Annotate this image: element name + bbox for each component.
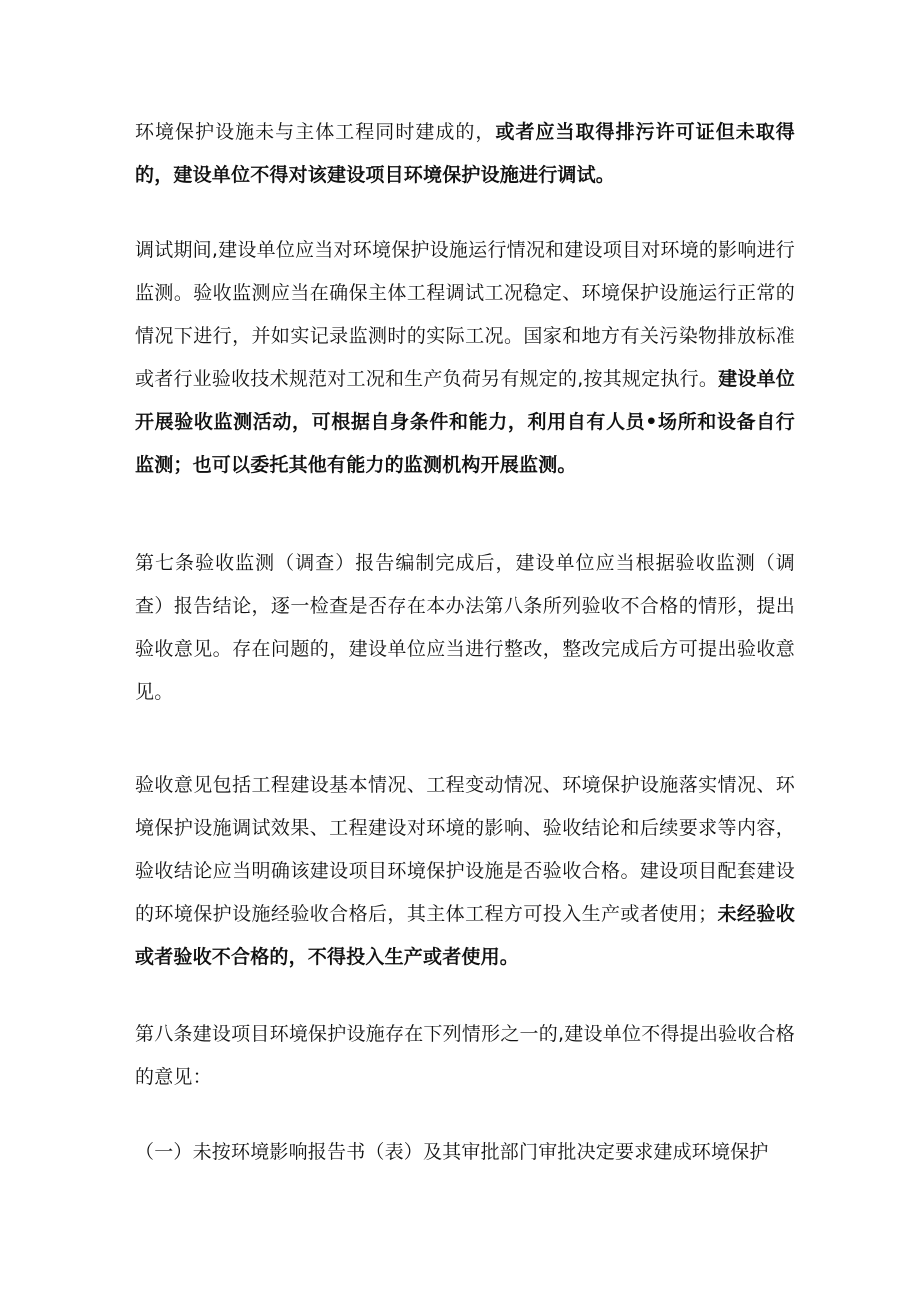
paragraph-commissioning-condition bbox=[135, 111, 795, 197]
text-segment: 调试期间,建设单位应当对环境保护设施运行情况和建设项目对环境的影响进行监测。验收监测应当在确保主体工程调试工况稳定、环境保护设施运行正常的情况下进行，并如实记录监测时的实际工况。国家和地方有关污染物排放标准或者行业验收技术规范对工况和生产负荷另有规定的,按其规定执行。 bbox=[135, 239, 795, 390]
text-segment: 第七条验收监测（调查）报告编制完成后，建设单位应当根据验收监测（调查）报告结论，逐一检查是否存在本办法第八条所列验收不合格的情形，提出验收意见。存在问题的，建设单位应当进行整改，整改完成后方可提出验收意见。 bbox=[135, 552, 795, 703]
paragraph-article-eight bbox=[135, 1013, 795, 1099]
text-segment-bold: 建设单位开展验收监测活动，可根据自身条件和能力，利用自有人员•场所和设备自行监测；也可以委托其他有能力的监测机构开展监测。 bbox=[135, 368, 795, 476]
text-segment: 验收意见包括工程建设基本情况、工程变动情况、环境保护设施落实情况、环境保护设施调试效果、工程建设对环境的影响、验收结论和后续要求等内容，验收结论应当明确该建设项目环境保护设施是否验收合格。建设项目配套建设的环境保护设施经验收合格后，其主体工程方可投入生产或者使用； bbox=[135, 774, 795, 925]
text-segment-bold: 或者应当取得排污许可证但未取得的，建设单位不得对该建设项目环境保护设施进行调试。 bbox=[135, 121, 795, 186]
text-segment: 第八条建设项目环境保护设施存在下列情形之一的,建设单位不得提出验收合格的意见： bbox=[135, 1023, 795, 1088]
paragraph-acceptance-opinion bbox=[135, 764, 795, 979]
text-segment: （一）未按环境影响报告书（表）及其审批部门审批决定要求建成环境保护 bbox=[135, 1141, 769, 1163]
paragraph-item-one bbox=[135, 1131, 795, 1174]
paragraph-commissioning-monitoring bbox=[135, 229, 795, 487]
text-segment-bold: 未经验收或者验收不合格的，不得投入生产或者使用。 bbox=[135, 903, 795, 968]
paragraph-article-seven bbox=[135, 542, 795, 714]
text-segment: 环境保护设施未与主体工程同时建成的， bbox=[135, 121, 496, 143]
